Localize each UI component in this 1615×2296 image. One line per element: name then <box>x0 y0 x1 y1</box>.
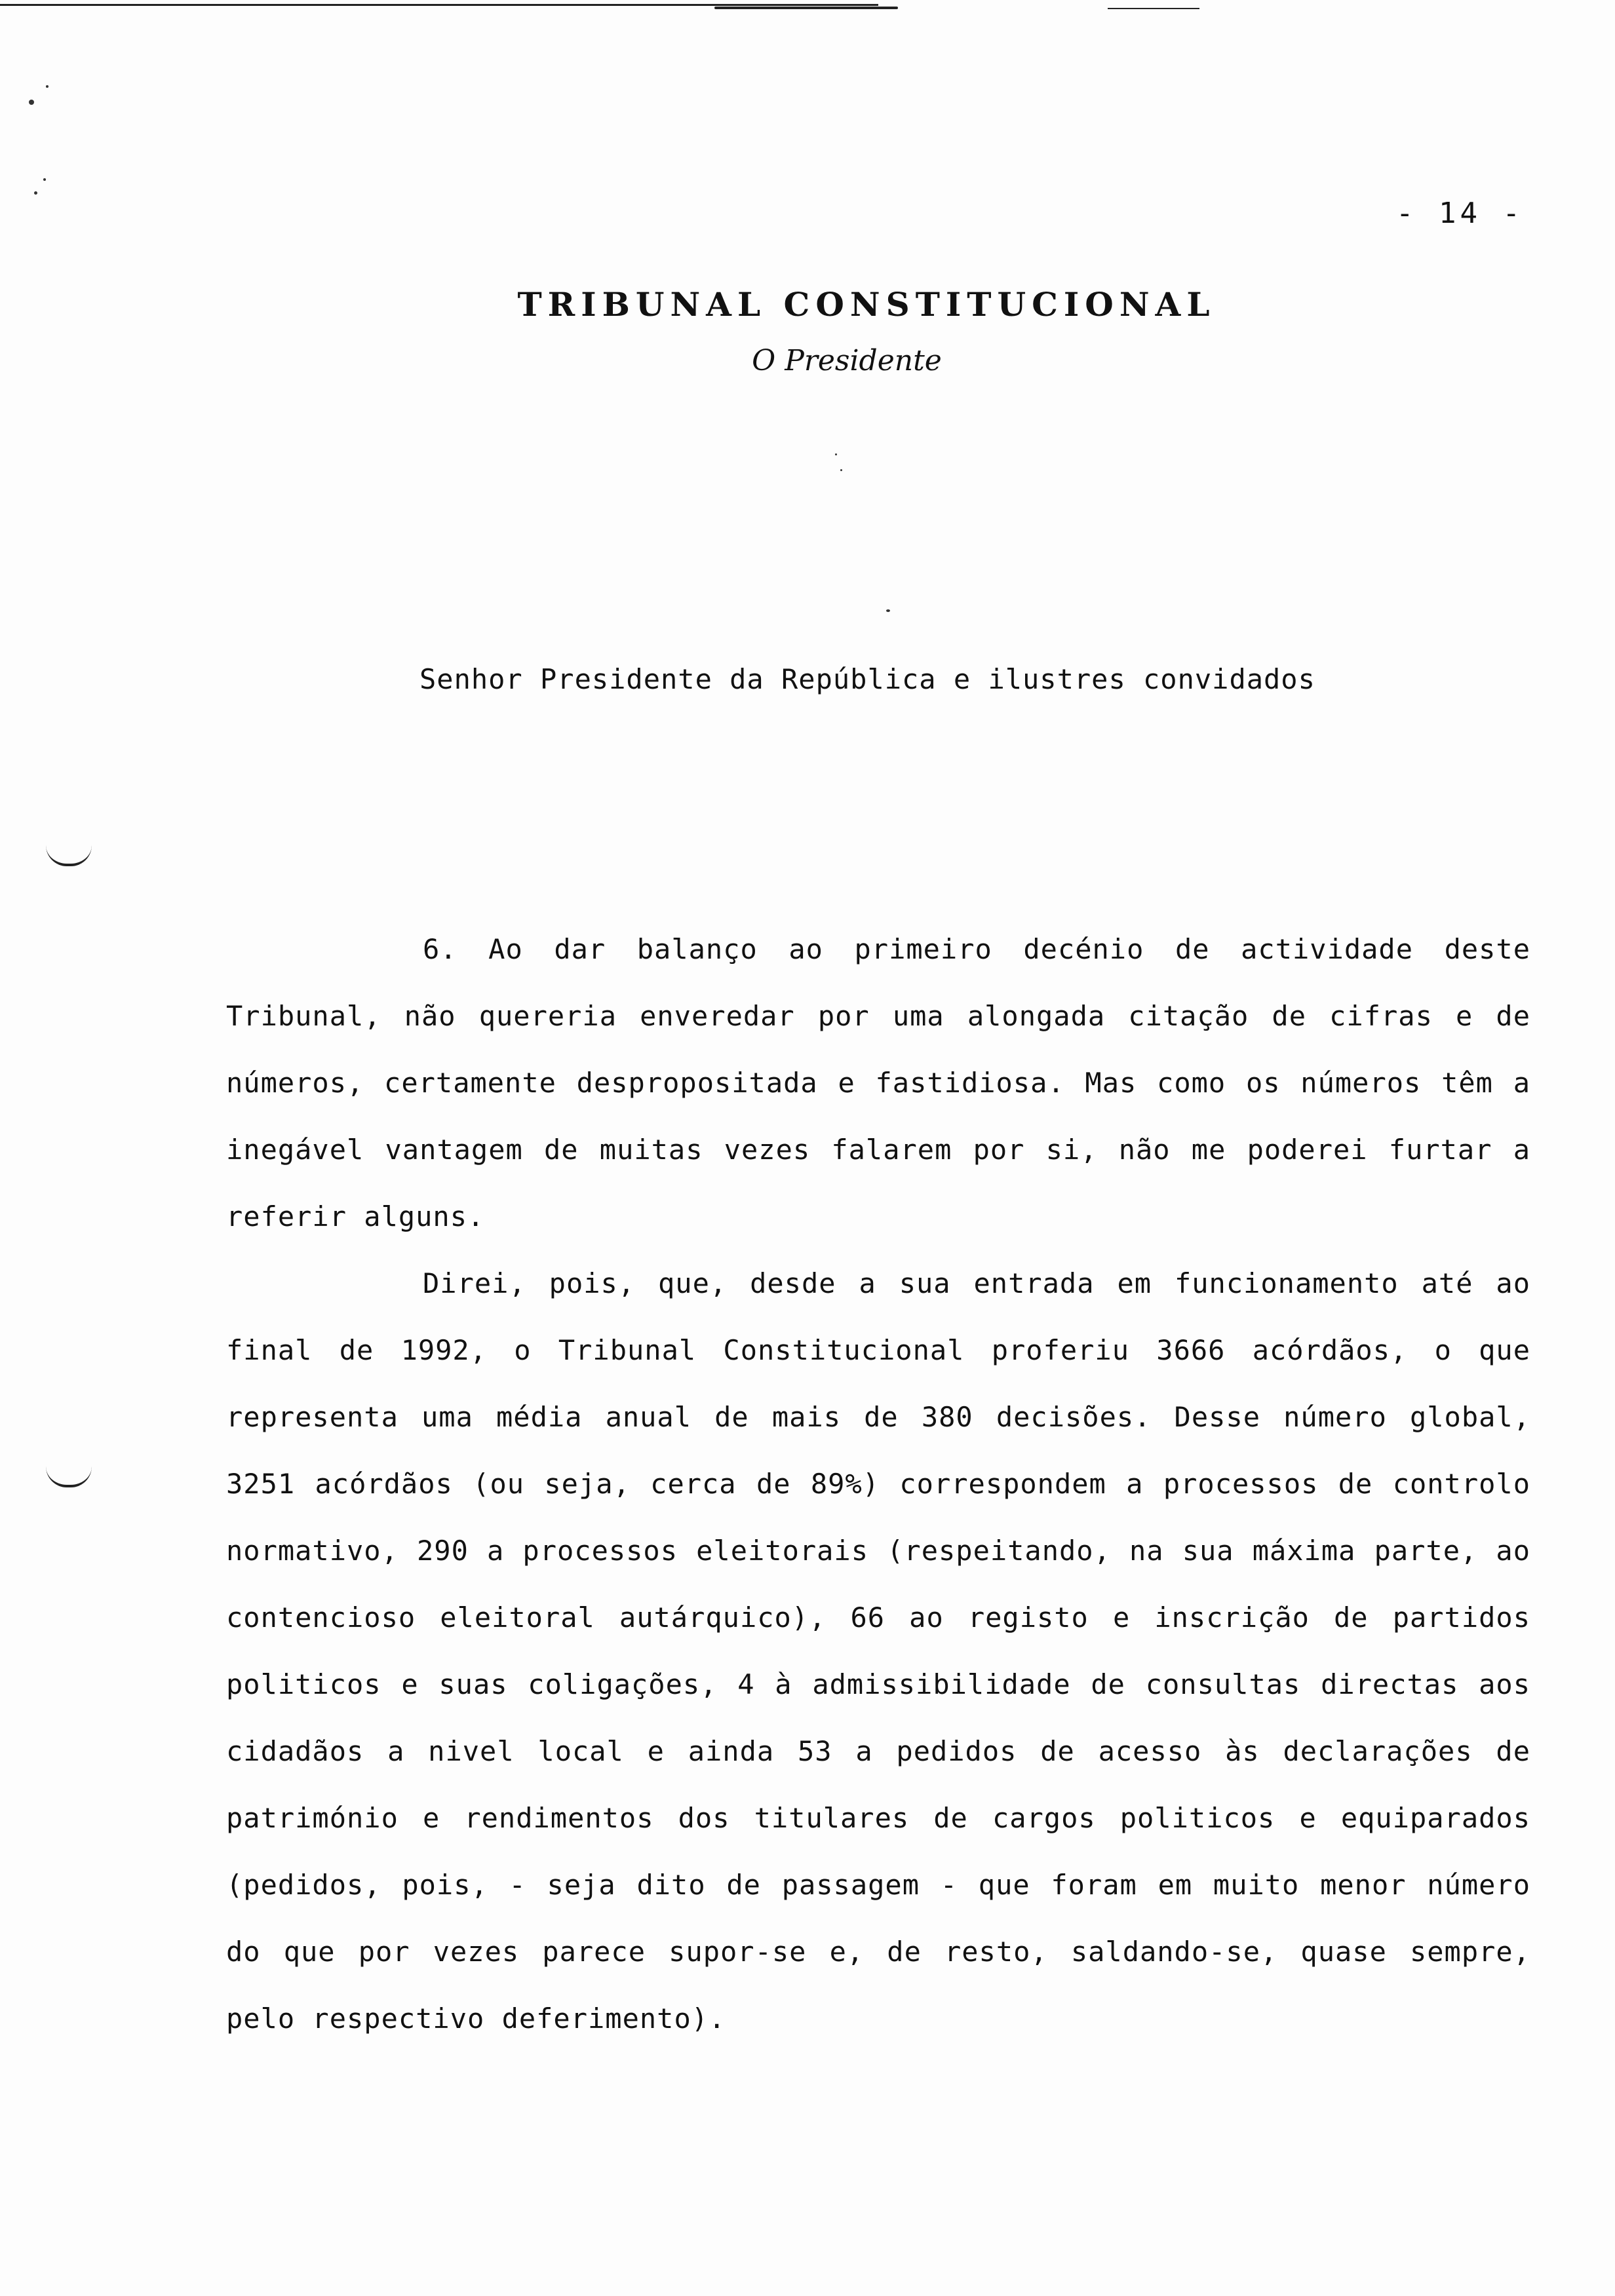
scan-speck <box>34 191 37 195</box>
scan-speck <box>840 469 842 471</box>
letterhead-institution: TRIBUNAL CONSTITUCIONAL <box>517 285 1216 324</box>
scan-speck <box>43 178 46 181</box>
paragraph: 6. Ao dar balanço ao primeiro decénio de actividade deste Tribunal, não quereria enveredar por uma alongada citação de cifras e de números, certamente despropositada e fastidiosa. Mas como os números têm a inegável vantagem de muitas vezes falarem por si, não me poderei furtar a referir alguns. <box>226 933 1530 1233</box>
margin-punch-mark <box>46 1466 92 1487</box>
scan-speck <box>886 609 890 612</box>
scan-speck <box>46 85 49 88</box>
paragraph: Direi, pois, que, desde a sua entrada em funcionamento até ao final de 1992, o Tribunal Constitucional proferiu 3666 acórdãos, o que representa uma média anual de mais de 380 decisões. Desse número global, 3251 acórdãos (ou seja, cerca de 89%) correspondem a processos de controlo normativo, 290 a processos eleitorais (respeitando, na sua máxima parte, ao contencioso eleitoral autárquico), 66 ao registo e inscrição de partidos politicos e suas coligações, 4 à admissibilidade de consultas directas aos cidadãos a nivel local e ainda 53 a pedidos de acesso às declarações de património e rendimentos dos titulares de cargos politicos e equiparados (pedidos, pois, - seja dito de passagem - que foram em muito menor número do que por vezes parece supor-se e, de resto, saldando-se, quase sempre, pelo respectivo deferimento). <box>226 1267 1530 2035</box>
margin-punch-mark <box>46 845 92 866</box>
scan-speck <box>29 100 34 105</box>
body-text <box>226 916 1530 2052</box>
scan-edge-line <box>714 7 898 9</box>
scan-speck <box>835 453 837 455</box>
letterhead-office: O Presidente <box>752 344 942 377</box>
salutation: Senhor Presidente da República e ilustres convidados <box>419 663 1315 695</box>
page-number: - 14 - <box>1396 197 1524 230</box>
scan-edge-line <box>1108 8 1199 9</box>
scan-edge-line <box>0 4 878 6</box>
